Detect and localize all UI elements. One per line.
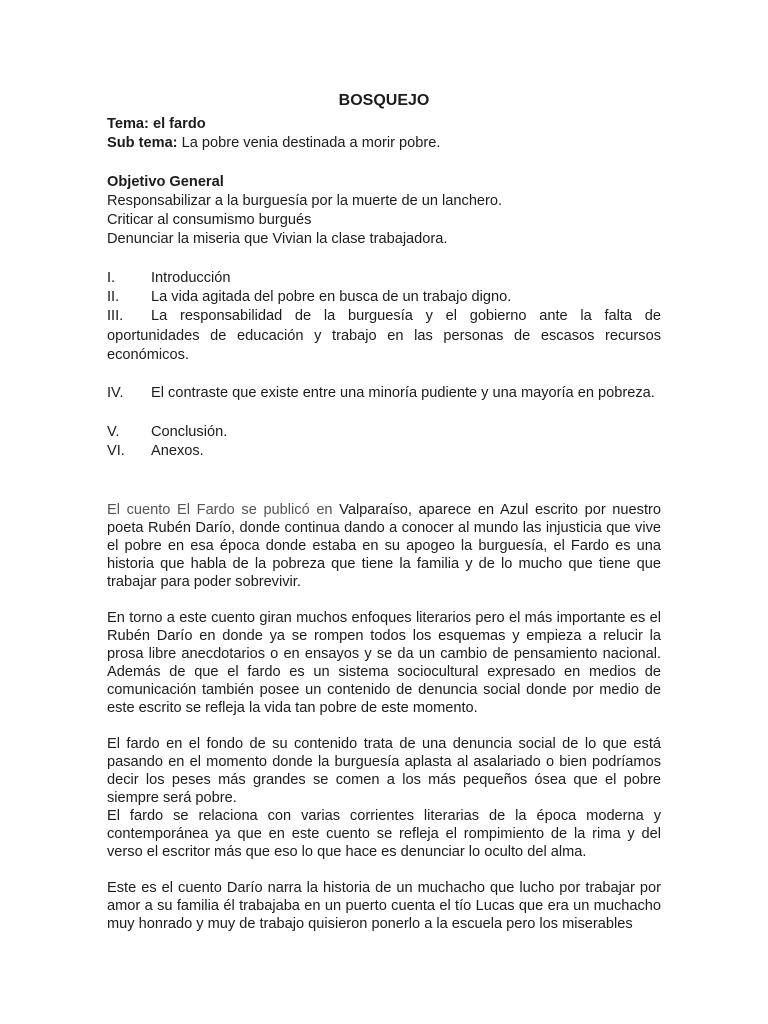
outline-number: V.: [107, 423, 120, 440]
outline-item-iii: [107, 307, 661, 326]
outline-text: El contraste que existe entre una minoría pudiente y una mayoría en pobreza.: [151, 385, 655, 402]
objetivo-heading: Objetivo General: [107, 173, 224, 190]
spacer: [107, 154, 661, 173]
subtema-line: [107, 134, 661, 153]
outline-item-ii: [107, 288, 661, 307]
outline-item-i: [107, 269, 661, 288]
outline-number: I.: [107, 269, 116, 286]
paragraph-5: Este es el cuento Darío narra la historia de un muchacho que lucho por trabajar por amor a su familia él trabajaba en un puerto cuenta el tío Lucas que era un muchacho muy honrado y muy de trabajo quisieron ponerlo a la escuela pero los miserables: [107, 880, 661, 933]
paragraph-1-body: Valparaíso, aparece en Azul escrito por nuestro poeta Rubén Darío, donde continua dando a conocer al mundo las injusticia que vive el pobre en esa época donde estaba en su apogeo la burguesía, el Fardo es una historia que habla de la pobreza que tiene la familia y de lo mucho que tiene que trabajar para poder sobrevivir.: [107, 502, 661, 591]
spacer: [107, 365, 661, 384]
outline-text: Anexos.: [151, 442, 204, 459]
outline-text: Introducción: [151, 269, 231, 286]
outline-item-vi: [107, 442, 661, 461]
tema-line: Tema: el fardo: [107, 116, 206, 132]
outline-text: La responsabilidad de la burguesía y el gobierno ante la falta de: [151, 308, 661, 325]
spacer: [107, 861, 661, 879]
paragraph-4: El fardo se relaciona con varias corrientes literarias de la época moderna y contemporánea ya que en este cuento se refleja el rompimiento de la rima y del verso el escritor más que eso lo que hace es denunciar lo oculto del alma.: [107, 808, 661, 861]
outline-item-v: [107, 423, 661, 442]
outline-number: VI.: [107, 442, 125, 459]
paragraph-3: El fardo en el fondo de su contenido trata de una denuncia social de lo que está pasando en el momento donde la burguesía aplasta al asalariado o bien podríamos decir los peses más grandes se comen a los más pequeños ósea que el pobre siempre será pobre.: [107, 736, 661, 807]
spacer: [107, 591, 661, 609]
outline-number: IV.: [107, 385, 124, 402]
outline-item-iv: [107, 384, 661, 403]
outline-text: La vida agitada del pobre en busca de un trabajo digno.: [151, 289, 512, 306]
outline-text: Conclusión.: [151, 423, 228, 440]
spacer: [107, 461, 661, 501]
paragraph-1-lead: El cuento El Fardo se publicó en: [107, 502, 333, 519]
objetivo-item: Denunciar la miseria que Vivian la clase trabajadora.: [107, 231, 448, 248]
subtema-label: Sub tema:: [107, 135, 178, 152]
objetivo-item: Responsabilizar a la burguesía por la muerte de un lanchero.: [107, 192, 503, 209]
outline-iii-continuation: oportunidades de educación y trabajo en las personas de escasos recursos: [107, 327, 661, 344]
spacer: [107, 250, 661, 269]
objetivo-item: Criticar al consumismo burgués: [107, 212, 312, 229]
paragraph-1: [107, 501, 661, 591]
spacer: [107, 717, 661, 735]
outline-iii-continuation-end: económicos.: [107, 346, 189, 363]
spacer: [107, 404, 661, 423]
outline-number: II.: [107, 289, 120, 306]
document-page: [107, 90, 661, 933]
document-title: BOSQUEJO: [338, 92, 430, 109]
paragraph-2: En torno a este cuento giran muchos enfoques literarios pero el más importante es el Rubén Darío en donde ya se rompen todos los esquemas y empieza a relucir la prosa libre anecdotarios o en ensayos y se da un cambio de pensamiento nacional. Además de que el fardo es un sistema sociocultural expresado en medios de comunicación también posee un contenido de denuncia social donde por medio de este escrito se refleja la vida tan pobre de este momento.: [107, 610, 661, 717]
subtema-text: La pobre venia destinada a morir pobre.: [177, 135, 441, 152]
outline-number: III.: [107, 308, 124, 325]
